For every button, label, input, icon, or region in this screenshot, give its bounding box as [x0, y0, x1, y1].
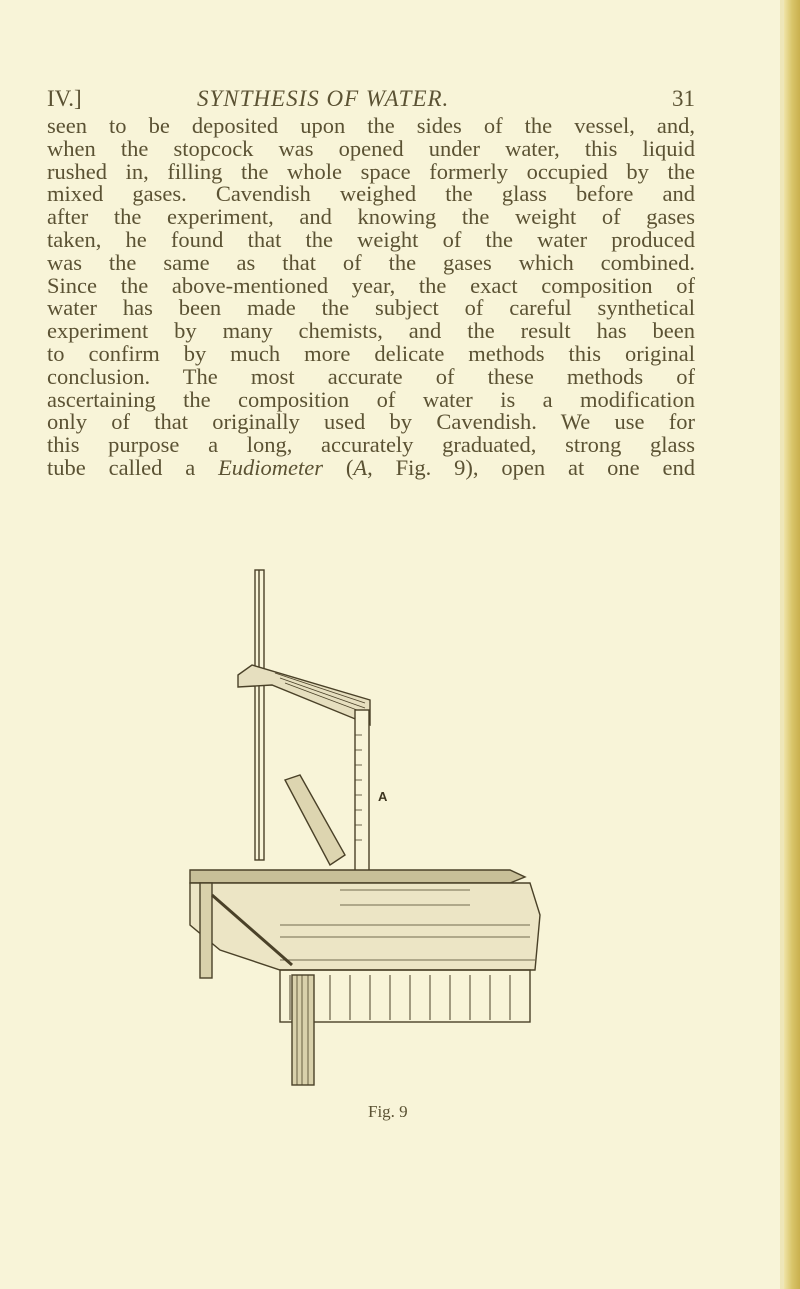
figure-caption: Fig. 9 [368, 1102, 408, 1121]
text-line-last [47, 454, 695, 480]
text-line: seen to be deposited upon the sides of the vessel, and, [47, 113, 695, 138]
text-line: when the stopcock was opened under water, this liquid [47, 135, 695, 161]
left-leg [200, 883, 212, 978]
text-line: mixed gases. Cavendish weighed the glass before and [47, 181, 695, 207]
italic-term-eudiometer: Eudiometer [218, 454, 324, 480]
text-segment: , Fig. 9), open at one end [367, 454, 695, 480]
text-line: taken, he found that the weight of the water produced [47, 226, 695, 252]
text-segment: ( [323, 454, 354, 480]
page-number: 31 [672, 86, 695, 111]
text-line: rushed in, filling the whole space formerly occupied by the [47, 158, 695, 184]
body-paragraph [47, 115, 695, 480]
text-line: to confirm by much more delicate methods this original [47, 340, 695, 366]
page-edge [784, 0, 800, 1289]
text-line: ascertaining the composition of water is a modification [47, 386, 695, 412]
text-line: after the experiment, and knowing the weight of gases [47, 204, 695, 230]
running-title: SYNTHESIS OF WATER. [197, 86, 450, 111]
text-line: was the same as that of the gases which combined. [47, 249, 695, 275]
italic-label-a: A [353, 454, 368, 480]
slanted-support [285, 775, 345, 865]
chapter-number: IV.] [47, 86, 82, 111]
text-segment: tube called a [47, 454, 219, 480]
text-line: water has been made the subject of careful synthetical [47, 295, 695, 321]
text-line: Since the above-mentioned year, the exact composition of [47, 272, 695, 298]
trough [190, 883, 540, 970]
eudiometer-figure [180, 565, 560, 1095]
text-line: experiment by many chemists, and the result has been [47, 318, 695, 344]
text-line: this purpose a long, accurately graduated, strong glass [47, 432, 695, 458]
running-header [47, 86, 695, 116]
figure-label-a: A [378, 789, 388, 804]
text-line: only of that originally used by Cavendish. We use for [47, 409, 695, 435]
trough-top [190, 870, 525, 883]
trough-base [280, 970, 530, 1022]
text-line: conclusion. The most accurate of these methods of [47, 363, 695, 389]
center-leg [292, 975, 314, 1085]
